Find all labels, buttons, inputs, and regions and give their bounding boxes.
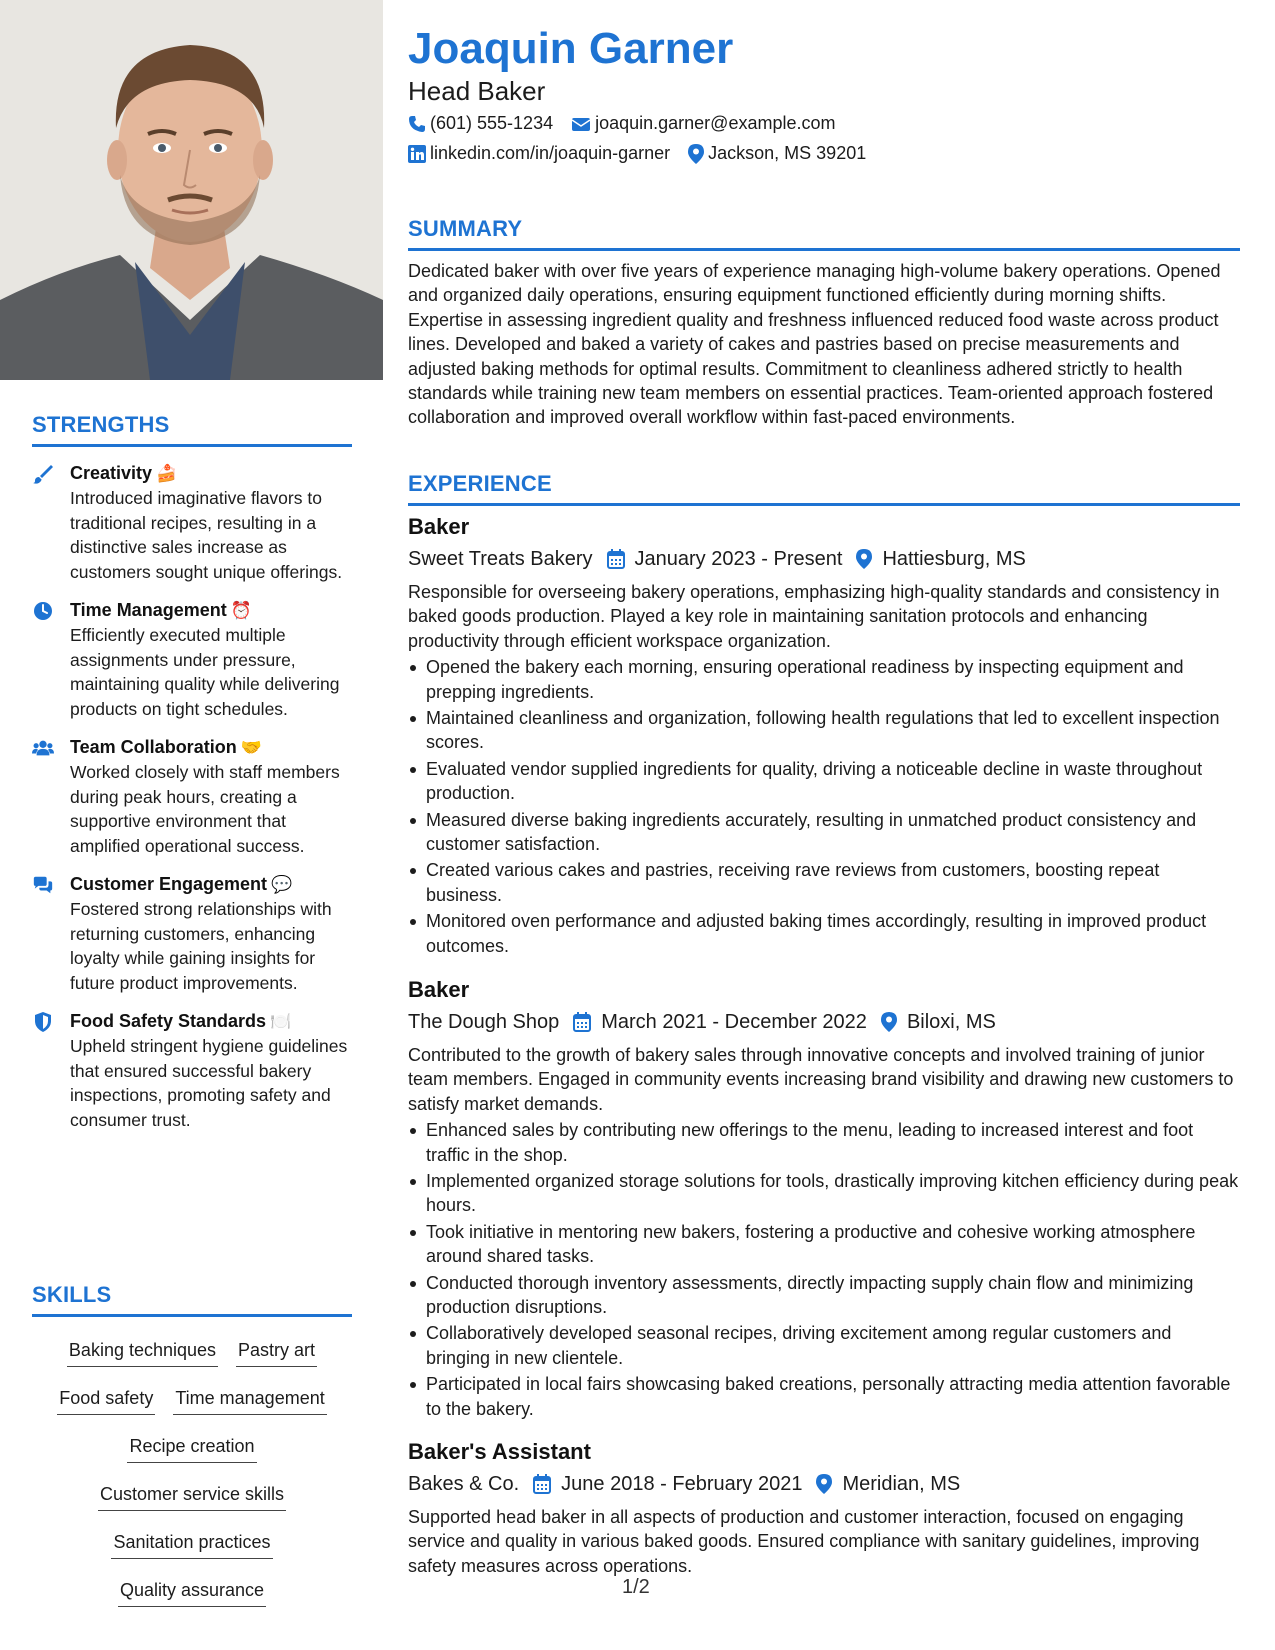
envelope-icon bbox=[571, 116, 591, 132]
skill-tag: Time management bbox=[173, 1383, 326, 1415]
skills-section bbox=[32, 1282, 352, 1617]
candidate-role: Head Baker bbox=[408, 76, 546, 106]
profile-photo bbox=[0, 0, 383, 380]
phone-icon bbox=[408, 115, 426, 133]
experience-heading: EXPERIENCE bbox=[408, 471, 1240, 506]
job-entry bbox=[408, 1437, 1240, 1578]
cake-icon: 🍰 bbox=[156, 464, 178, 483]
skills-list bbox=[32, 1329, 352, 1617]
strength-name: Creativity bbox=[70, 463, 153, 483]
job-company: Sweet Treats Bakery bbox=[408, 548, 593, 570]
bullet-item: Conducted thorough inventory assessments, directly impacting supply chain flow and minimizing production disruptions. bbox=[408, 1271, 1240, 1320]
job-description: Supported head baker in all aspects of production and customer interaction, focused on engaging service and quality in various baked goods. Ensured compliance with sanitary guidelines, improving safety measures across operations. bbox=[408, 1507, 1200, 1576]
page-number: 1/2 bbox=[622, 1576, 650, 1598]
location-contact bbox=[688, 143, 866, 164]
skills-heading: SKILLS bbox=[32, 1282, 352, 1317]
job-location: Hattiesburg, MS bbox=[882, 548, 1026, 570]
bullet-item: Implemented organized storage solutions for tools, drastically improving kitchen efficiency during peak hours. bbox=[408, 1169, 1240, 1218]
shield-icon bbox=[32, 1011, 54, 1033]
calendar-icon bbox=[573, 1012, 591, 1032]
bullet-item: Maintained cleanliness and organization, following health regulations that led to excellent inspection scores. bbox=[408, 706, 1240, 755]
bullet-item: Measured diverse baking ingredients accurately, resulting in unmatched product consistency and customer satisfaction. bbox=[408, 808, 1240, 857]
summary-heading: SUMMARY bbox=[408, 216, 1240, 251]
bullet-item: Monitored oven performance and adjusted baking times accordingly, resulting in improved product outcomes. bbox=[408, 909, 1240, 958]
strength-name: Time Management bbox=[70, 600, 227, 620]
linkedin-icon bbox=[408, 145, 426, 163]
job-title: Baker's Assistant bbox=[408, 1439, 591, 1464]
strength-item bbox=[32, 461, 352, 584]
skill-tag: Recipe creation bbox=[127, 1431, 256, 1463]
phone-text: (601) 555-1234 bbox=[430, 113, 554, 133]
bullet-item: Evaluated vendor supplied ingredients for quality, driving a noticeable decline in waste throughout production. bbox=[408, 757, 1240, 806]
calendar-icon bbox=[607, 549, 625, 569]
job-meta bbox=[408, 544, 1240, 574]
email-contact[interactable] bbox=[571, 113, 835, 134]
skill-tag: Baking techniques bbox=[67, 1335, 218, 1367]
strength-name: Food Safety Standards bbox=[70, 1011, 267, 1031]
strength-item bbox=[32, 1009, 352, 1132]
job-meta bbox=[408, 1007, 1240, 1037]
job-description: Contributed to the growth of bakery sales through innovative concepts and involved training of junior team members. Engaged in community events increasing brand visibility and drawing new customers to satisfy market demands. bbox=[408, 1045, 1234, 1114]
strength-desc: Efficiently executed multiple assignments under pressure, maintaining quality while delivering products on tight schedules. bbox=[70, 625, 340, 719]
job-entry bbox=[408, 512, 1240, 958]
sidebar bbox=[0, 0, 383, 1650]
strength-desc: Fostered strong relationships with returning customers, enhancing loyalty while gaining insights for future product improvements. bbox=[70, 899, 332, 993]
strength-desc: Worked closely with staff members during peak hours, creating a supportive environment that amplified operational success. bbox=[70, 762, 340, 856]
contact-row bbox=[408, 113, 854, 134]
contact-row-2 bbox=[408, 143, 884, 164]
strengths-section bbox=[32, 412, 352, 1132]
skill-tag: Food safety bbox=[57, 1383, 155, 1415]
clock-icon bbox=[32, 600, 54, 622]
skill-tag: Quality assurance bbox=[118, 1575, 266, 1607]
bullet-item: Took initiative in mentoring new bakers, fostering a productive and cohesive working atmosphere around shared tasks. bbox=[408, 1220, 1240, 1269]
job-company: Bakes & Co. bbox=[408, 1473, 520, 1495]
map-pin-icon bbox=[688, 144, 704, 164]
strength-name: Customer Engagement bbox=[70, 874, 268, 894]
map-pin-icon bbox=[856, 549, 872, 569]
calendar-icon bbox=[533, 1474, 551, 1494]
job-title: Baker bbox=[408, 514, 470, 539]
phone-contact[interactable] bbox=[408, 113, 553, 134]
strength-item bbox=[32, 598, 352, 721]
map-pin-icon bbox=[881, 1012, 897, 1032]
strength-desc: Introduced imaginative flavors to traditional recipes, resulting in a distinctive sales increase as customers sought unique offerings. bbox=[70, 488, 343, 582]
experience-section bbox=[408, 471, 1240, 506]
bullet-item: Participated in local fairs showcasing baked creations, personally attracting media attention favorable to the bakery. bbox=[408, 1372, 1240, 1421]
handshake-icon: 🤝 bbox=[240, 738, 262, 757]
alarm-clock-icon: ⏰ bbox=[230, 601, 252, 620]
strength-item bbox=[32, 735, 352, 858]
skill-tag: Sanitation practices bbox=[111, 1527, 272, 1559]
job-location: Meridian, MS bbox=[842, 1473, 961, 1495]
job-company: The Dough Shop bbox=[408, 1011, 560, 1033]
linkedin-contact[interactable] bbox=[408, 143, 670, 164]
map-pin-icon bbox=[816, 1474, 832, 1494]
strength-desc: Upheld stringent hygiene guidelines that ensured successful bakery inspections, promoting safety and consumer trust. bbox=[70, 1036, 348, 1130]
users-icon bbox=[32, 737, 54, 759]
job-dates: March 2021 - December 2022 bbox=[601, 1011, 867, 1033]
location-text: Jackson, MS 39201 bbox=[708, 143, 867, 163]
summary-text: Dedicated baker with over five years of experience managing high-volume bakery operations. Opened and organized daily operations, ensuring equipment functioned efficiently during morning shifts. Expertise in assessing ingredient quality and freshness influenced reduced food waste across product lines. Developed and baked a variety of cakes and pastries based on precise measurements and adjusted baking methods for optimal results. Commitment to cleanliness adhered strictly to health standards while training new team members on essential practices. Team-oriented approach fostered collaboration and improved overall workflow within fast-paced environments. bbox=[408, 261, 1221, 428]
job-location: Biloxi, MS bbox=[906, 1011, 996, 1033]
linkedin-text: linkedin.com/in/joaquin-garner bbox=[430, 143, 671, 163]
job-dates: June 2018 - February 2021 bbox=[561, 1473, 803, 1495]
candidate-name: Joaquin Garner bbox=[408, 24, 734, 73]
job-description: Responsible for overseeing bakery operations, emphasizing high-quality standards and consistency in baked goods production. Played a key role in maintaining sanitation protocols and enhancing productivity through efficient workspace organization. bbox=[408, 582, 1220, 651]
skill-tag: Pastry art bbox=[236, 1335, 317, 1367]
brush-icon bbox=[32, 463, 54, 485]
job-entry bbox=[408, 975, 1240, 1421]
bullet-item: Created various cakes and pastries, receiving rave reviews from customers, boosting repeat business. bbox=[408, 858, 1240, 907]
job-title: Baker bbox=[408, 977, 470, 1002]
bullet-item: Opened the bakery each morning, ensuring operational readiness by inspecting equipment and prepping ingredients. bbox=[408, 655, 1240, 704]
job-dates: January 2023 - Present bbox=[634, 548, 843, 570]
speech-bubble-icon: 💬 bbox=[271, 875, 293, 894]
strength-item bbox=[32, 872, 352, 995]
plate-icon: 🍽️ bbox=[270, 1012, 292, 1031]
job-bullets bbox=[408, 1118, 1240, 1421]
comments-icon bbox=[32, 874, 54, 896]
strength-name: Team Collaboration bbox=[70, 737, 237, 757]
email-text: joaquin.garner@example.com bbox=[595, 113, 836, 133]
skill-tag: Customer service skills bbox=[98, 1479, 286, 1511]
job-meta bbox=[408, 1469, 1240, 1499]
bullet-item: Collaboratively developed seasonal recipes, driving excitement among regular customers and bringing in new clientele. bbox=[408, 1321, 1240, 1370]
bullet-item: Enhanced sales by contributing new offerings to the menu, leading to increased interest and foot traffic in the shop. bbox=[408, 1118, 1240, 1167]
summary-section bbox=[408, 216, 1240, 430]
job-bullets bbox=[408, 655, 1240, 958]
strengths-heading: STRENGTHS bbox=[32, 412, 352, 447]
